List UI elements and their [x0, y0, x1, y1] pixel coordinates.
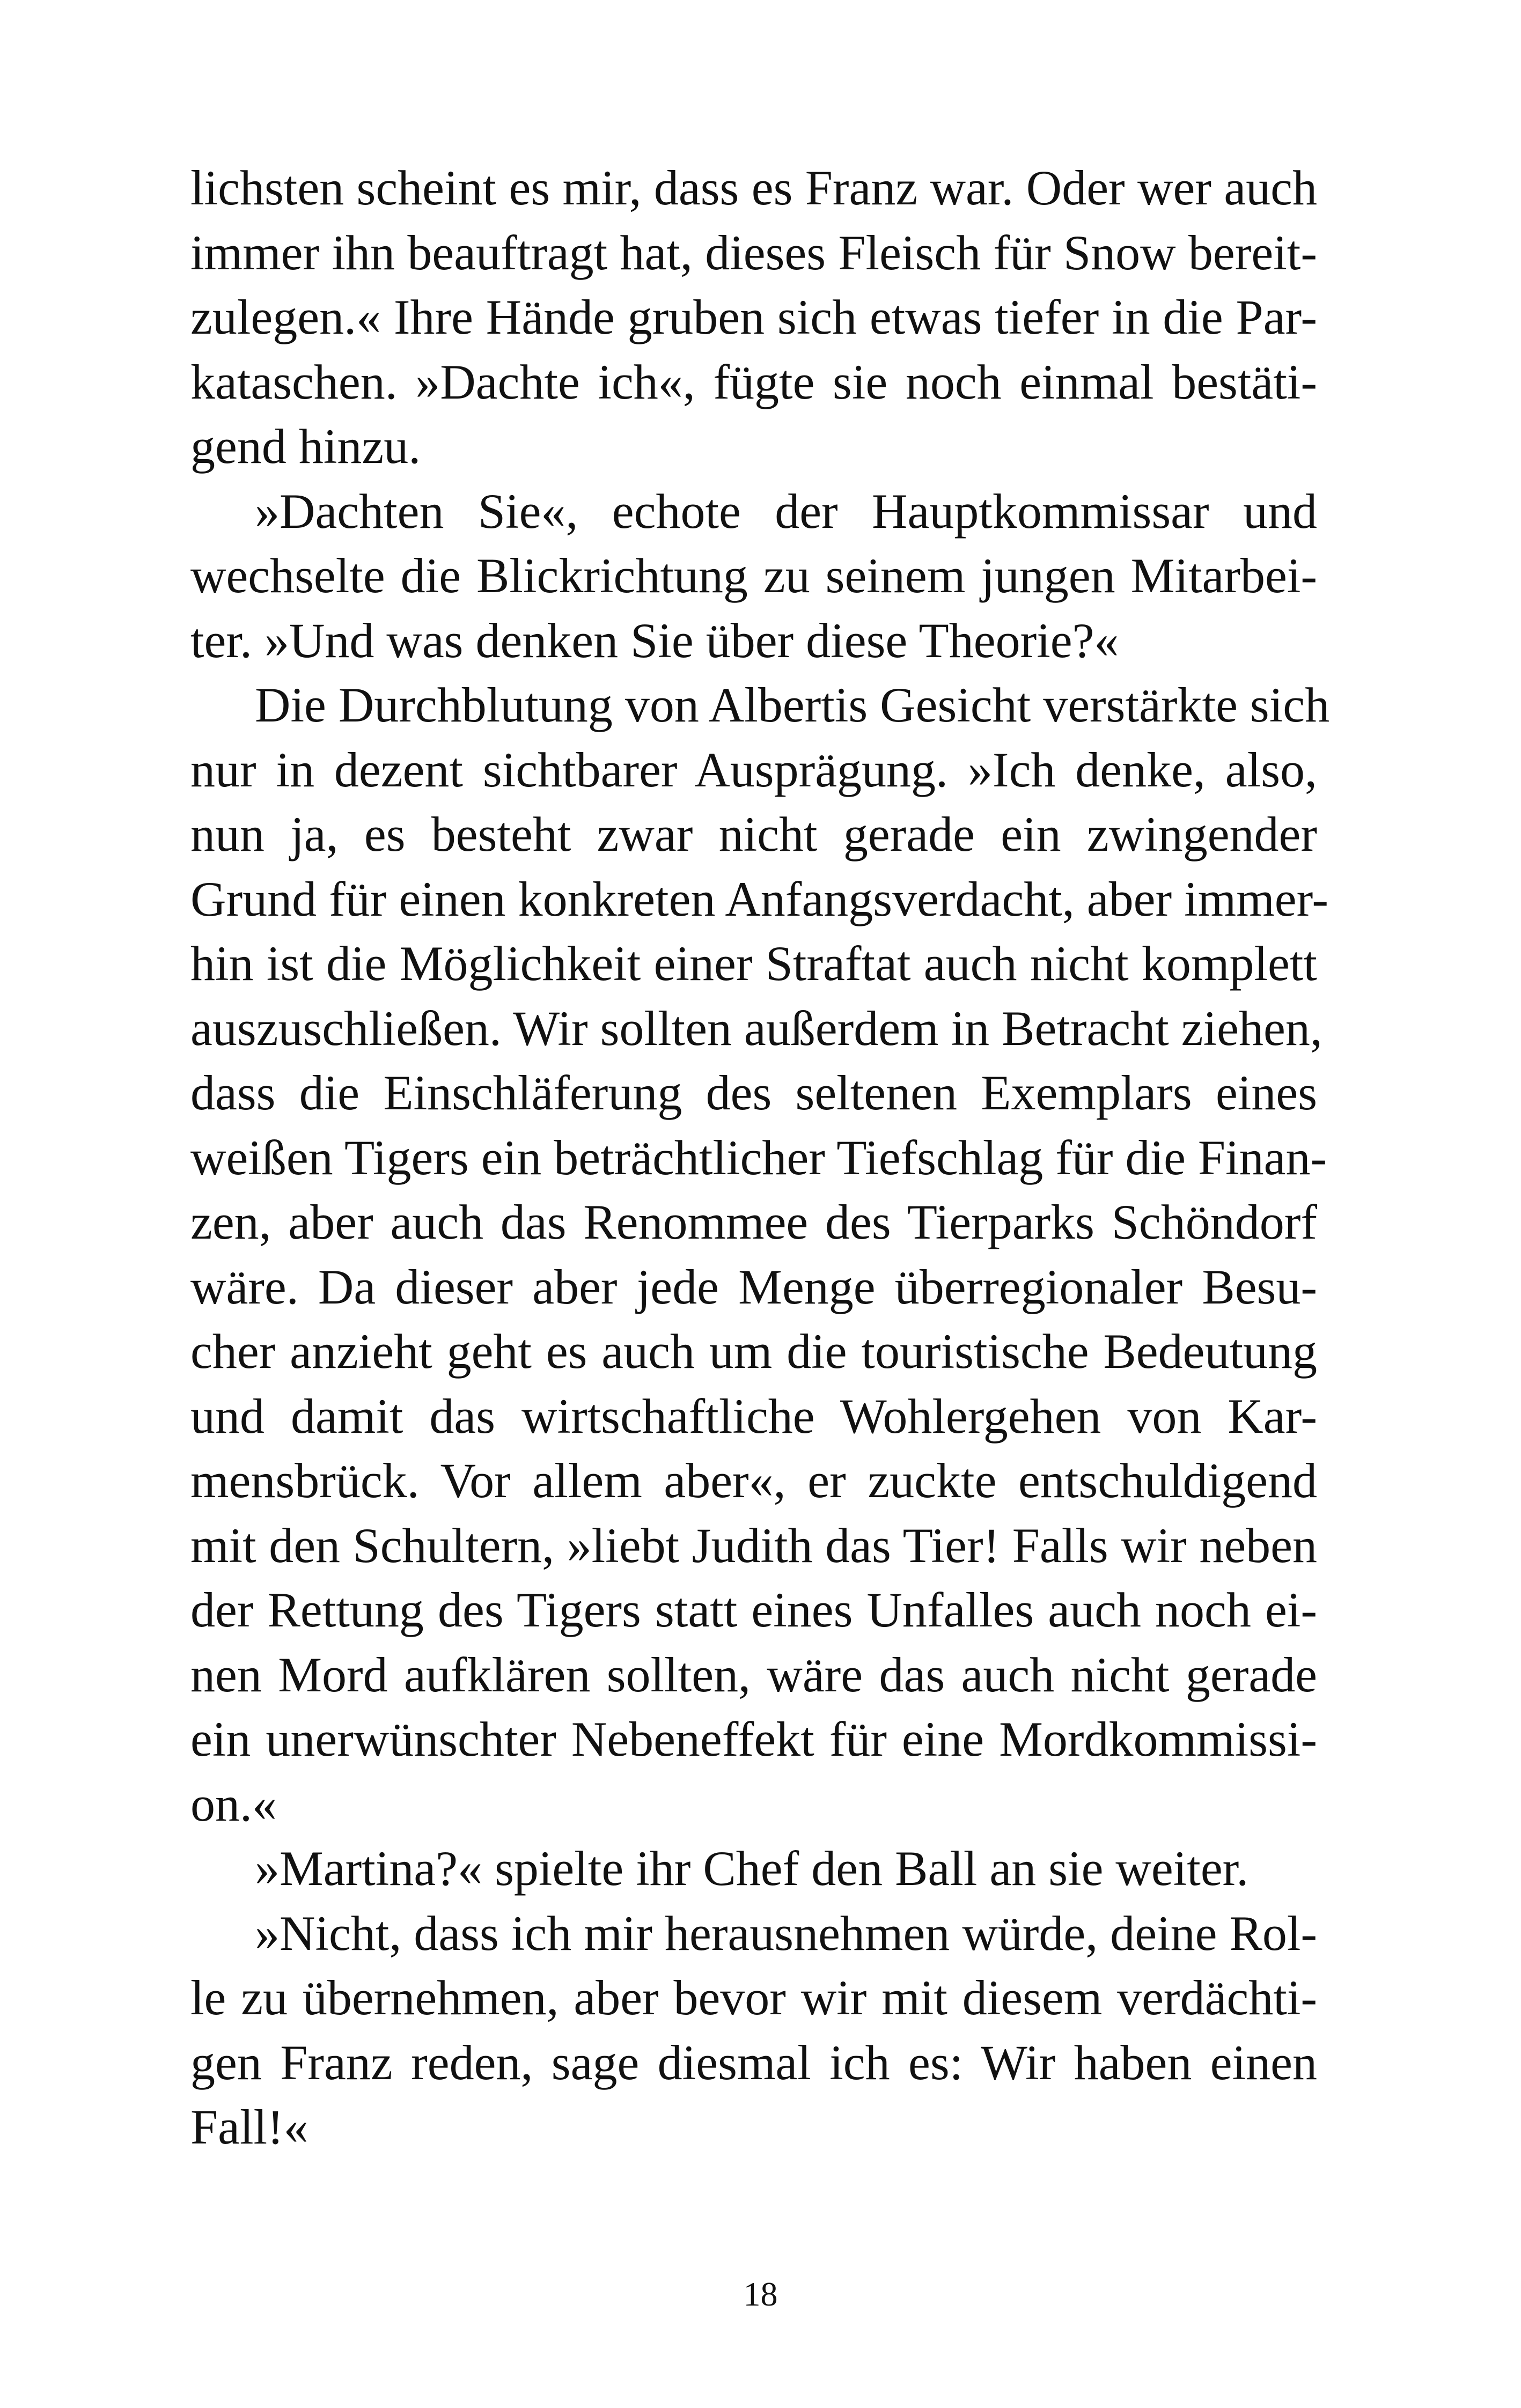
- text-line: und damit das wirtschaftliche Wohlergehen von Kar-: [190, 1388, 1317, 1444]
- text-line: lichsten scheint es mir, dass es Franz war. Oder wer auch: [190, 160, 1317, 215]
- text-line: mit den Schultern, »liebt Judith das Tier! Falls wir neben: [190, 1518, 1317, 1573]
- text-line: Fall!«: [190, 2100, 308, 2154]
- text-line: nun ja, es besteht zwar nicht gerade ein zwingender: [190, 807, 1317, 861]
- text-line: »Dachten Sie«, echote der Hauptkommissar und: [255, 483, 1317, 539]
- text-line: »Martina?« spielte ihr Chef den Ball an sie weiter.: [255, 1841, 1249, 1896]
- text-line: wechselte die Blickrichtung zu seinem jungen Mitarbei-: [190, 548, 1317, 603]
- text-line: gend hinzu.: [190, 419, 421, 474]
- text-line: nur in dezent sichtbarer Ausprägung. »Ich denke, also,: [190, 742, 1317, 797]
- text-line: ter. »Und was denken Sie über diese Theorie?«: [190, 613, 1119, 668]
- text-line: hin ist die Möglichkeit einer Straftat auch nicht komplett: [190, 936, 1317, 991]
- text-line: Grund für einen konkreten Anfangsverdacht, aber immer-: [190, 871, 1329, 926]
- text-line: auszuschließen. Wir sollten außerdem in Betracht ziehen,: [190, 1000, 1322, 1056]
- text-line: kataschen. »Dachte ich«, fügte sie noch einmal bestäti-: [190, 354, 1317, 409]
- text-line: le zu übernehmen, aber bevor wir mit diesem verdächti-: [190, 1970, 1317, 2025]
- text-line: zulegen.« Ihre Hände gruben sich etwas tiefer in die Par-: [190, 290, 1317, 344]
- text-line: wäre. Da dieser aber jede Menge überregionaler Besu-: [190, 1259, 1317, 1314]
- text-line: mensbrück. Vor allem aber«, er zuckte entschuldigend: [190, 1453, 1317, 1508]
- body-text: [190, 156, 1330, 2160]
- text-line: on.«: [190, 1776, 277, 1831]
- page-number: 18: [743, 2275, 778, 2313]
- text-line: dass die Einschläferung des seltenen Exemplars eines: [190, 1065, 1317, 1120]
- text-line: gen Franz reden, sage diesmal ich es: Wir haben einen: [190, 2035, 1317, 2090]
- text-line: ein unerwünschter Nebeneffekt für eine Mordkommissi-: [190, 1712, 1317, 1766]
- text-line: Die Durchblutung von Albertis Gesicht verstärkte sich: [255, 678, 1330, 732]
- text-line: nen Mord aufklären sollten, wäre das auch nicht gerade: [190, 1647, 1317, 1702]
- text-line: cher anzieht geht es auch um die touristische Bedeutung: [190, 1324, 1317, 1379]
- text-line: immer ihn beauftragt hat, dieses Fleisch für Snow bereit-: [190, 225, 1317, 280]
- text-line: weißen Tigers ein beträchtlicher Tiefschlag für die Finan-: [190, 1130, 1327, 1185]
- text-line: der Rettung des Tigers statt eines Unfalles auch noch ei-: [190, 1582, 1317, 1637]
- text-line: zen, aber auch das Renommee des Tierparks Schöndorf: [190, 1195, 1317, 1249]
- text-line: »Nicht, dass ich mir herausnehmen würde, deine Rol-: [255, 1905, 1318, 1961]
